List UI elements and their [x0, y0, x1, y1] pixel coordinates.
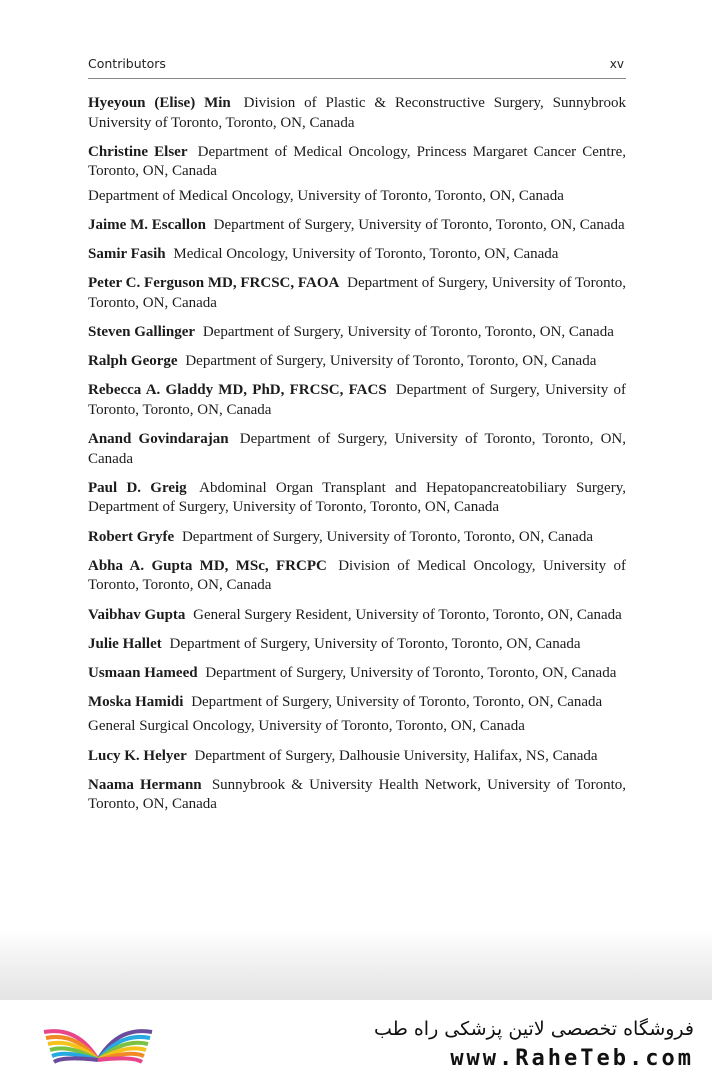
running-head — [88, 56, 626, 79]
contributor-entry — [88, 747, 626, 767]
contributor-affiliation: Department of Medical Oncology, Princess Margaret Cancer Centre, Toronto, ON, Canada — [88, 143, 626, 180]
contributor-entry — [88, 776, 626, 815]
contributor-name: Hyeyoun (Elise) Min — [88, 95, 231, 111]
contributor-entry — [88, 693, 626, 737]
contributor-name: Vaibhav Gupta — [88, 606, 186, 623]
contributor-line — [88, 274, 626, 313]
contributors-list — [88, 94, 626, 825]
contributor-name: Jaime M. Escallon — [88, 216, 206, 233]
contributor-line — [88, 245, 626, 265]
contributor-affiliation: Department of Surgery, University of Toronto, Toronto, ON, Canada — [88, 275, 627, 311]
contributor-affiliation: Department of Surgery, University of Toronto, Toronto, ON, Canada — [169, 635, 581, 652]
contributor-line — [88, 94, 626, 133]
contributor-line — [88, 352, 626, 372]
contributor-entry — [88, 143, 626, 206]
contributor-line — [88, 635, 626, 655]
contributor-affiliation: Division of Medical Oncology, University of Toronto, Toronto, ON, Canada — [88, 557, 627, 594]
contributor-entry — [88, 479, 626, 518]
contributor-entry — [88, 352, 626, 372]
contributor-line — [88, 693, 626, 713]
contributor-affiliation: Department of Surgery, University of Toronto, Toronto, ON, Canada — [88, 431, 627, 467]
contributor-line — [88, 664, 626, 684]
contributor-affiliation: Department of Surgery, University of Toronto, Toronto, ON, Canada — [202, 323, 614, 340]
contributor-affiliation: Department of Medical Oncology, University of Toronto, Toronto, ON, Canada — [88, 187, 564, 204]
running-head-title: Contributors — [88, 56, 166, 71]
contributor-line — [88, 717, 626, 737]
contributor-affiliation: Department of Surgery, University of Toronto, Toronto, ON, Canada — [88, 382, 627, 418]
contributor-name: Peter C. Ferguson MD, FRCSC, FAOA — [88, 275, 340, 292]
contributor-line — [88, 557, 626, 596]
contributor-affiliation: Department of Surgery, University of Toronto, Toronto, ON, Canada — [191, 694, 603, 711]
contributor-name: Naama Hermann — [88, 776, 202, 793]
logo-page-stroke — [98, 1058, 142, 1062]
page-number: xv — [609, 57, 624, 71]
contributor-name: Paul D. Greig — [88, 479, 187, 496]
contributor-name: Usmaan Hameed — [88, 664, 198, 681]
contributor-affiliation: Sunnybrook & University Health Network, University of Toronto, Toronto, ON, Canada — [88, 776, 626, 813]
contributor-name: Christine Elser — [88, 143, 188, 160]
contributor-line — [88, 606, 626, 626]
contributor-name: Moska Hamidi — [88, 694, 184, 711]
watermark-footer — [0, 1000, 712, 1079]
contributor-entry — [88, 430, 626, 469]
contributor-name: Steven Gallinger — [88, 323, 196, 340]
contributor-affiliation: Department of Surgery, University of Toronto, Toronto, ON, Canada — [181, 528, 593, 545]
contributor-entry — [88, 274, 626, 313]
contributor-line — [88, 216, 626, 236]
contributor-entry — [88, 557, 626, 596]
contributor-entry — [88, 606, 626, 626]
contributor-line — [88, 381, 626, 420]
contributor-affiliation: General Surgery Resident, University of Toronto, Toronto, ON, Canada — [193, 606, 622, 623]
contributor-affiliation: Abdominal Organ Transplant and Hepatopancreatobiliary Surgery, Department of Surgery, University of Toronto, Toronto, ON, Canada — [88, 479, 626, 516]
contributor-entry — [88, 635, 626, 655]
open-book-logo-icon — [38, 1014, 158, 1066]
contributor-name: Rebecca A. Gladdy MD, PhD, FRCSC, FACS — [88, 382, 387, 399]
contributor-entry — [88, 323, 626, 343]
contributor-affiliation: Department of Surgery, University of Toronto, Toronto, ON, Canada — [205, 664, 617, 681]
store-name: فروشگاه تخصصی لاتین پزشکی راه طب — [374, 1018, 694, 1040]
contributor-entry — [88, 664, 626, 684]
contributor-affiliation: Department of Surgery, University of Toronto, Toronto, ON, Canada — [213, 216, 625, 233]
contributor-line — [88, 747, 626, 767]
contributor-affiliation: General Surgical Oncology, University of Toronto, Toronto, ON, Canada — [88, 718, 525, 735]
contributor-entry — [88, 381, 626, 420]
contributor-line — [88, 323, 626, 343]
contributor-entry — [88, 245, 626, 265]
contributor-affiliation: Medical Oncology, University of Toronto, Toronto, ON, Canada — [173, 245, 559, 262]
contributor-line — [88, 143, 626, 182]
contributor-affiliation: Department of Surgery, Dalhousie University, Halifax, NS, Canada — [194, 747, 598, 764]
contributor-line — [88, 528, 626, 548]
contributor-entry — [88, 528, 626, 548]
contributor-name: Anand Govindarajan — [88, 431, 229, 448]
contributor-name: Robert Gryfe — [88, 528, 175, 545]
contributor-entry — [88, 94, 626, 133]
logo-page-stroke — [54, 1058, 98, 1062]
contributor-affiliation: Department of Surgery, University of Toronto, Toronto, ON, Canada — [185, 353, 597, 370]
contributor-line — [88, 479, 626, 518]
contributor-name: Ralph George — [88, 353, 178, 370]
store-url: www.RaheTeb.com — [450, 1046, 694, 1071]
contributor-affiliation: Division of Plastic & Reconstructive Surgery, Sunnybrook University of Toronto, Toronto, ON, Canada — [88, 95, 626, 131]
contributor-name: Samir Fasih — [88, 245, 166, 262]
contributor-line — [88, 776, 626, 815]
contributor-name: Lucy K. Helyer — [88, 747, 187, 764]
contributor-entry — [88, 216, 626, 236]
contributor-name: Julie Hallet — [88, 635, 162, 652]
contributor-line — [88, 187, 626, 207]
contributor-line — [88, 430, 626, 469]
contributor-name: Abha A. Gupta MD, MSc, FRCPC — [88, 557, 327, 574]
